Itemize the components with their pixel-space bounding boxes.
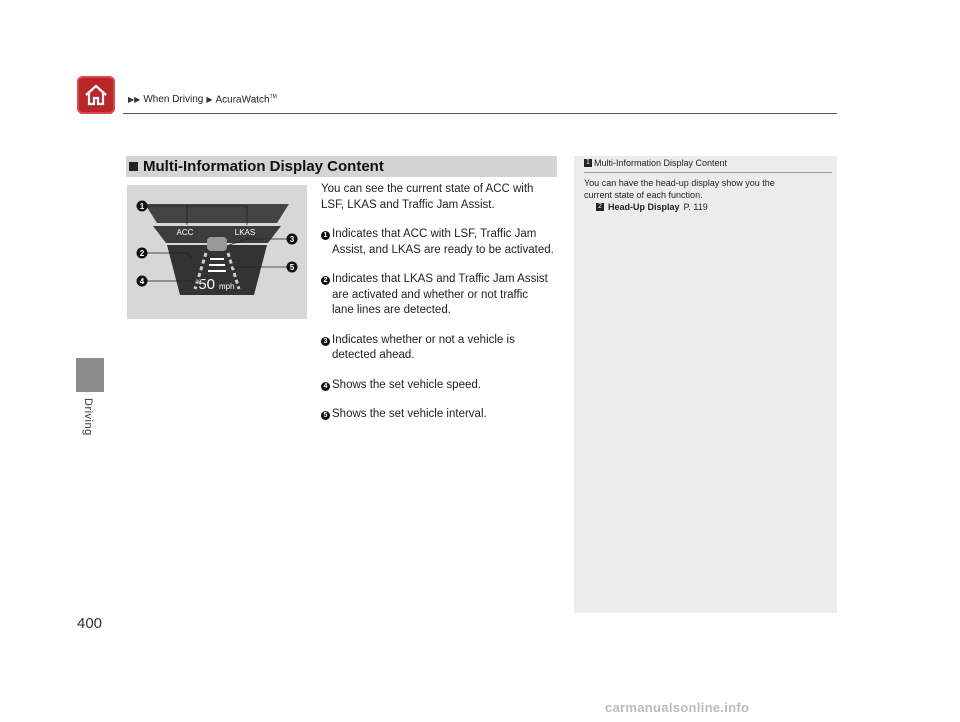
number-3-icon: 3 (321, 337, 330, 346)
lkas-label: LKAS (234, 228, 256, 237)
acc-label: ACC (176, 228, 194, 237)
breadcrumb (127, 94, 277, 105)
callout-4 (137, 276, 148, 287)
list-item-5: 5 Shows the set vehicle interval. (321, 407, 561, 423)
list-item-2: 2 Indicates that LKAS and Traffic Jam Assist are activated and whether or not traffic lane lines are detected. (321, 272, 561, 319)
home-icon (82, 81, 110, 109)
reference-arrow-icon: 2 (596, 203, 604, 211)
square-bullet-icon (129, 162, 138, 171)
breadcrumb-item-acurawatch[interactable]: AcuraWatch™ (215, 94, 277, 106)
section-header (126, 156, 557, 177)
callout-3 (287, 234, 298, 245)
list-item-3: 3 Indicates whether or not a vehicle is detected ahead. (321, 333, 561, 364)
number-2-icon: 2 (321, 276, 330, 285)
list-item-1: 1 Indicates that ACC with LSF, Traffic Jam Assist, and LKAS are ready to be activated. (321, 227, 561, 258)
callout-5 (287, 262, 298, 273)
callout-2 (137, 248, 148, 259)
header-divider (123, 113, 837, 114)
display-figure (127, 185, 307, 319)
svg-text:2: 2 (139, 249, 145, 258)
breadcrumb-arrow-icon: ▶▶ (128, 95, 141, 105)
sidebar-divider (584, 172, 832, 173)
breadcrumb-arrow-icon: ▶ (206, 95, 213, 105)
body-text (321, 182, 561, 423)
sidebar-title: 1 Multi-Information Display Content (584, 158, 727, 168)
svg-text:3: 3 (289, 235, 295, 244)
callout-1 (137, 201, 148, 212)
multi-info-display-diagram (127, 185, 307, 319)
set-speed-value: 50 (198, 276, 215, 293)
svg-text:4: 4 (139, 277, 145, 286)
speed-unit: mph (219, 282, 235, 291)
intro-paragraph: You can see the current state of ACC with LSF, LKAS and Traffic Jam Assist. (321, 183, 534, 211)
section-title: Multi-Information Display Content (143, 158, 384, 175)
number-1-icon: 1 (321, 231, 330, 240)
number-4-icon: 4 (321, 382, 330, 391)
head-up-display-link[interactable]: 2 Head-Up Display P. 119 (596, 202, 708, 212)
note-marker-icon: 1 (584, 159, 592, 167)
sidebar-text: You can have the head-up display show you the current state of each function. (584, 178, 775, 200)
svg-text:5: 5 (289, 263, 295, 272)
breadcrumb-item-when-driving[interactable]: When Driving (143, 94, 204, 106)
chapter-tab[interactable] (76, 358, 104, 392)
chapter-label: Driving (82, 398, 94, 436)
home-button[interactable] (77, 76, 115, 114)
page-number: 400 (77, 615, 103, 632)
watermark: carmanualsonline.info (605, 700, 750, 715)
note-sidebar (574, 156, 837, 613)
vehicle-ahead-icon (207, 237, 227, 251)
number-5-icon: 5 (321, 411, 330, 420)
svg-text:1: 1 (139, 202, 145, 211)
list-item-4: 4 Shows the set vehicle speed. (321, 378, 561, 394)
